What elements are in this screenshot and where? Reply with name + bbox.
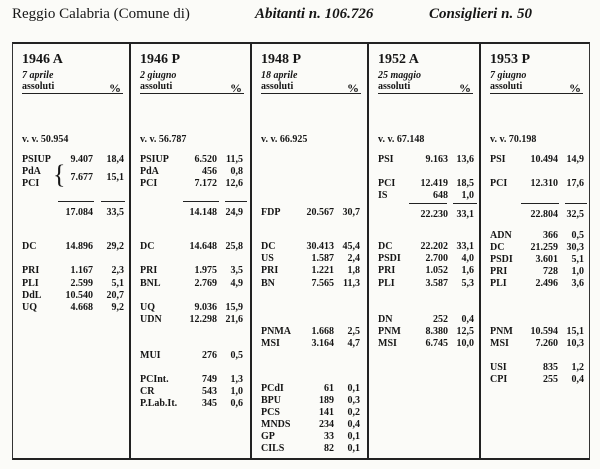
- valid-votes: v. v. 70.198: [490, 134, 537, 145]
- party-row: P.Lab.It. 345 0,6: [140, 398, 243, 409]
- party-row: PLI 2.496 3,6: [490, 278, 584, 289]
- party-row: PSI 9.163 13,6: [378, 154, 474, 165]
- election-date: 25 maggio: [378, 70, 422, 81]
- election-column-1952-a: [367, 44, 479, 458]
- total-row: 22.804 32,5: [481, 203, 589, 227]
- party-row: PCdI 61 0,1: [261, 383, 360, 394]
- absolute-label: assoluti: [490, 81, 523, 92]
- election-year: 1946 P: [140, 52, 181, 67]
- party-row: DC 14.896 29,2: [22, 241, 124, 252]
- party-row: PRI 1.221 1,8: [261, 265, 360, 276]
- total-row: 22.230 33,1: [369, 203, 479, 227]
- party-row: DC 22.202 33,1: [378, 241, 474, 252]
- absolute-label: assoluti: [378, 81, 411, 92]
- party-row: PLI 2.599 5,1: [22, 278, 124, 289]
- column-header: [481, 44, 589, 102]
- header-rule: [490, 93, 583, 94]
- column-header: [13, 44, 129, 102]
- party-row: DC 30.413 45,4: [261, 241, 360, 252]
- party-row: PSDI 2.700 4,0: [378, 253, 474, 264]
- election-year: 1948 P: [261, 52, 302, 67]
- valid-votes: v. v. 66.925: [261, 134, 308, 145]
- party-row: PCI: [22, 178, 40, 189]
- party-row: MSI 3.164 4,7: [261, 338, 360, 349]
- party-row: GP 33 0,1: [261, 431, 360, 442]
- party-row: PNM 8.380 12,5: [378, 326, 474, 337]
- column-header: [131, 44, 250, 102]
- total-row: 14.148 24,9: [131, 201, 250, 225]
- column-header: [252, 44, 367, 102]
- party-row: MNDS 234 0,4: [261, 419, 360, 430]
- election-year: 1952 A: [378, 52, 419, 67]
- party-row: IS 648 1,0: [378, 190, 474, 201]
- party-row: PCI 12.310 17,6: [490, 178, 584, 189]
- election-year: 1953 P: [490, 52, 531, 67]
- percent-label: %: [459, 81, 471, 95]
- party-row: PRI 1.167 2,3: [22, 265, 124, 276]
- party-row: USI 835 1,2: [490, 362, 584, 373]
- absolute-label: assoluti: [140, 81, 173, 92]
- party-row: CILS 82 0,1: [261, 443, 360, 454]
- party-row: PSIUP 9.407 18,4: [22, 154, 124, 165]
- party-row: DN 252 0,4: [378, 314, 474, 325]
- party-row: PCI 12.419 18,5: [378, 178, 474, 189]
- party-row: PSDI 3.601 5,1: [490, 254, 584, 265]
- party-row: ADN 366 0,5: [490, 230, 584, 241]
- consiglieri-count: Consiglieri n. 50: [429, 6, 532, 22]
- total-row: 17.084 33,5: [13, 201, 129, 225]
- header-rule: [261, 93, 361, 94]
- percent-label: %: [569, 81, 581, 95]
- election-date: 7 giugno: [490, 70, 527, 81]
- party-row: DC 21.259 30,3: [490, 242, 584, 253]
- header: [12, 6, 592, 26]
- header-rule: [140, 93, 244, 94]
- percent-label: %: [109, 81, 121, 95]
- party-row: BPU 189 0,3: [261, 395, 360, 406]
- absolute-label: assoluti: [22, 81, 55, 92]
- party-row: UDN 12.298 21,6: [140, 314, 243, 325]
- party-row: PCInt. 749 1,3: [140, 374, 243, 385]
- election-column-1948-p: [250, 44, 367, 458]
- party-row: PCI 7.172 12,6: [140, 178, 243, 189]
- header-rule: [378, 93, 473, 94]
- results-table: [12, 42, 590, 460]
- election-column-1946-p: [129, 44, 250, 458]
- party-row: CPI 255 0,4: [490, 374, 584, 385]
- percent-label: %: [230, 81, 242, 95]
- party-row: MSI 7.260 10,3: [490, 338, 584, 349]
- comune-title: Reggio Calabria (Comune di): [12, 6, 190, 22]
- party-row: PRI 728 1,0: [490, 266, 584, 277]
- party-row: MSI 6.745 10,0: [378, 338, 474, 349]
- party-row: PSIUP 6.520 11,5: [140, 154, 243, 165]
- election-column-1946-a: [13, 44, 129, 458]
- valid-votes: v. v. 67.148: [378, 134, 425, 145]
- party-row: BNL 2.769 4,9: [140, 278, 243, 289]
- header-rule: [22, 93, 123, 94]
- party-row: US 1.587 2,4: [261, 253, 360, 264]
- party-row: PNM 10.594 15,1: [490, 326, 584, 337]
- election-column-1953-p: [479, 44, 589, 458]
- valid-votes: v. v. 56.787: [140, 134, 187, 145]
- party-row: PRI 1.975 3,5: [140, 265, 243, 276]
- absolute-label: assoluti: [261, 81, 294, 92]
- party-row: BN 7.565 11,3: [261, 278, 360, 289]
- total-row: FDP 20.567 30,7: [261, 207, 360, 218]
- party-row: DC 14.648 25,8: [140, 241, 243, 252]
- party-row: MUI 276 0,5: [140, 350, 243, 361]
- party-row: PLI 3.587 5,3: [378, 278, 474, 289]
- valid-votes: v. v. 50.954: [22, 134, 69, 145]
- party-row: UQ 9.036 15,9: [140, 302, 243, 313]
- party-row: DdL 10.540 20,7: [22, 290, 124, 301]
- election-date: 2 giugno: [140, 70, 177, 81]
- percent-label: %: [347, 81, 359, 95]
- party-row: PdA: [22, 166, 41, 177]
- party-row: PCS 141 0,2: [261, 407, 360, 418]
- election-date: 7 aprile: [22, 70, 54, 81]
- brace-icon: {: [53, 160, 66, 189]
- party-row: PdA 456 0,8: [140, 166, 243, 177]
- party-row: CR 543 1,0: [140, 386, 243, 397]
- election-date: 18 aprile: [261, 70, 298, 81]
- election-year: 1946 A: [22, 52, 63, 67]
- joint-list-row: 7.677 15,1: [70, 172, 124, 183]
- party-row: PNMA 1.668 2,5: [261, 326, 360, 337]
- party-row: UQ 4.668 9,2: [22, 302, 124, 313]
- party-row: PRI 1.052 1,6: [378, 265, 474, 276]
- abitanti-count: Abitanti n. 106.726: [255, 6, 374, 22]
- party-row: PSI 10.494 14,9: [490, 154, 584, 165]
- column-header: [369, 44, 479, 102]
